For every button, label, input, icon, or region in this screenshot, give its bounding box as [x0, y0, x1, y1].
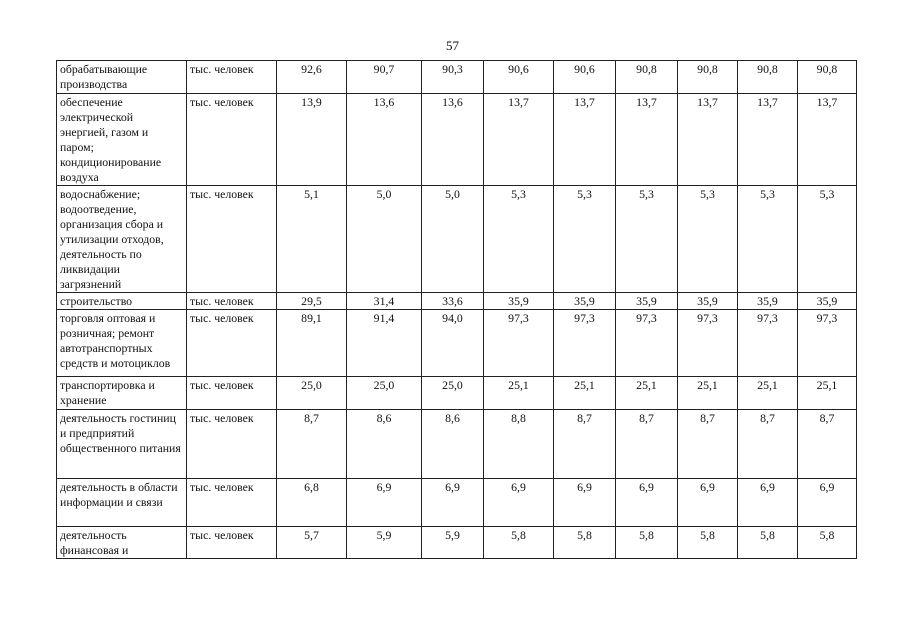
row-unit: тыс. человек: [187, 479, 277, 527]
value-cell: 97,3: [484, 310, 554, 377]
row-unit: тыс. человек: [187, 61, 277, 94]
page-number: 57: [446, 38, 459, 53]
value-cell: 90,8: [678, 61, 738, 94]
value-cell: 97,3: [738, 310, 798, 377]
table-row: [57, 293, 857, 310]
value-cell: 25,1: [678, 377, 738, 410]
value-cell: 31,4: [347, 293, 422, 310]
row-label: обеспечение электрической энергией, газом и паром; кондиционирование воздуха: [57, 94, 187, 186]
value-cell: 5,8: [554, 527, 616, 559]
value-cell: 5,8: [616, 527, 678, 559]
value-cell: 97,3: [798, 310, 857, 377]
value-cell: 25,1: [738, 377, 798, 410]
value-cell: 91,4: [347, 310, 422, 377]
value-cell: 90,6: [484, 61, 554, 94]
value-cell: 5,3: [678, 186, 738, 293]
value-cell: 97,3: [554, 310, 616, 377]
value-cell: 5,9: [347, 527, 422, 559]
row-label: деятельность в области информации и связи: [57, 479, 187, 527]
value-cell: 5,9: [422, 527, 484, 559]
value-cell: 35,9: [678, 293, 738, 310]
value-cell: 8,6: [422, 410, 484, 479]
value-cell: 6,9: [347, 479, 422, 527]
value-cell: 25,0: [422, 377, 484, 410]
value-cell: 90,8: [738, 61, 798, 94]
value-cell: 8,7: [738, 410, 798, 479]
value-cell: 6,9: [616, 479, 678, 527]
value-cell: 35,9: [798, 293, 857, 310]
row-unit: тыс. человек: [187, 527, 277, 559]
value-cell: 13,6: [422, 94, 484, 186]
value-cell: 92,6: [277, 61, 347, 94]
value-cell: 13,7: [798, 94, 857, 186]
value-cell: 25,1: [798, 377, 857, 410]
value-cell: 13,7: [678, 94, 738, 186]
value-cell: 13,6: [347, 94, 422, 186]
row-label: обрабатывающие производства: [57, 61, 187, 94]
value-cell: 5,3: [616, 186, 678, 293]
table-row: [57, 94, 857, 186]
value-cell: 6,9: [798, 479, 857, 527]
value-cell: 13,7: [738, 94, 798, 186]
value-cell: 5,8: [738, 527, 798, 559]
value-cell: 5,1: [277, 186, 347, 293]
value-cell: 25,0: [347, 377, 422, 410]
row-unit: тыс. человек: [187, 377, 277, 410]
value-cell: 5,8: [484, 527, 554, 559]
value-cell: 6,8: [277, 479, 347, 527]
row-label: торговля оптовая и розничная; ремонт автотранспортных средств и мотоциклов: [57, 310, 187, 377]
value-cell: 25,1: [616, 377, 678, 410]
value-cell: 5,3: [484, 186, 554, 293]
value-cell: 8,6: [347, 410, 422, 479]
statistics-table: [56, 60, 857, 559]
value-cell: 90,6: [554, 61, 616, 94]
value-cell: 5,8: [678, 527, 738, 559]
value-cell: 29,5: [277, 293, 347, 310]
table-row: [57, 410, 857, 479]
value-cell: 90,8: [616, 61, 678, 94]
value-cell: 5,3: [738, 186, 798, 293]
value-cell: 8,7: [277, 410, 347, 479]
value-cell: 5,3: [798, 186, 857, 293]
row-unit: тыс. человек: [187, 94, 277, 186]
row-label: водоснабжение; водоотведение, организация сбора и утилизации отходов, деятельность по ликвидации загрязнений: [57, 186, 187, 293]
table-row: [57, 527, 857, 559]
table-row: [57, 310, 857, 377]
value-cell: 89,1: [277, 310, 347, 377]
value-cell: 97,3: [616, 310, 678, 377]
value-cell: 13,7: [484, 94, 554, 186]
row-label: деятельность финансовая и: [57, 527, 187, 559]
value-cell: 13,9: [277, 94, 347, 186]
value-cell: 97,3: [678, 310, 738, 377]
value-cell: 35,9: [738, 293, 798, 310]
row-label: строительство: [57, 293, 187, 310]
value-cell: 94,0: [422, 310, 484, 377]
value-cell: 25,1: [554, 377, 616, 410]
row-unit: тыс. человек: [187, 410, 277, 479]
table-row: [57, 186, 857, 293]
value-cell: 6,9: [484, 479, 554, 527]
value-cell: 13,7: [616, 94, 678, 186]
value-cell: 5,0: [347, 186, 422, 293]
value-cell: 5,8: [798, 527, 857, 559]
row-unit: тыс. человек: [187, 310, 277, 377]
table-row: [57, 377, 857, 410]
value-cell: 5,3: [554, 186, 616, 293]
value-cell: 5,7: [277, 527, 347, 559]
value-cell: 6,9: [678, 479, 738, 527]
value-cell: 33,6: [422, 293, 484, 310]
row-unit: тыс. человек: [187, 293, 277, 310]
table-row: [57, 61, 857, 94]
value-cell: 8,7: [616, 410, 678, 479]
row-unit: тыс. человек: [187, 186, 277, 293]
row-label: деятельность гостиниц и предприятий общественного питания: [57, 410, 187, 479]
value-cell: 90,8: [798, 61, 857, 94]
value-cell: 8,7: [678, 410, 738, 479]
value-cell: 13,7: [554, 94, 616, 186]
value-cell: 8,8: [484, 410, 554, 479]
row-label: транспортировка и хранение: [57, 377, 187, 410]
value-cell: 25,0: [277, 377, 347, 410]
value-cell: 35,9: [484, 293, 554, 310]
value-cell: 90,7: [347, 61, 422, 94]
value-cell: 35,9: [616, 293, 678, 310]
value-cell: 90,3: [422, 61, 484, 94]
value-cell: 8,7: [798, 410, 857, 479]
value-cell: 8,7: [554, 410, 616, 479]
value-cell: 5,0: [422, 186, 484, 293]
value-cell: 6,9: [422, 479, 484, 527]
table-row: [57, 479, 857, 527]
value-cell: 6,9: [738, 479, 798, 527]
value-cell: 6,9: [554, 479, 616, 527]
value-cell: 25,1: [484, 377, 554, 410]
value-cell: 35,9: [554, 293, 616, 310]
